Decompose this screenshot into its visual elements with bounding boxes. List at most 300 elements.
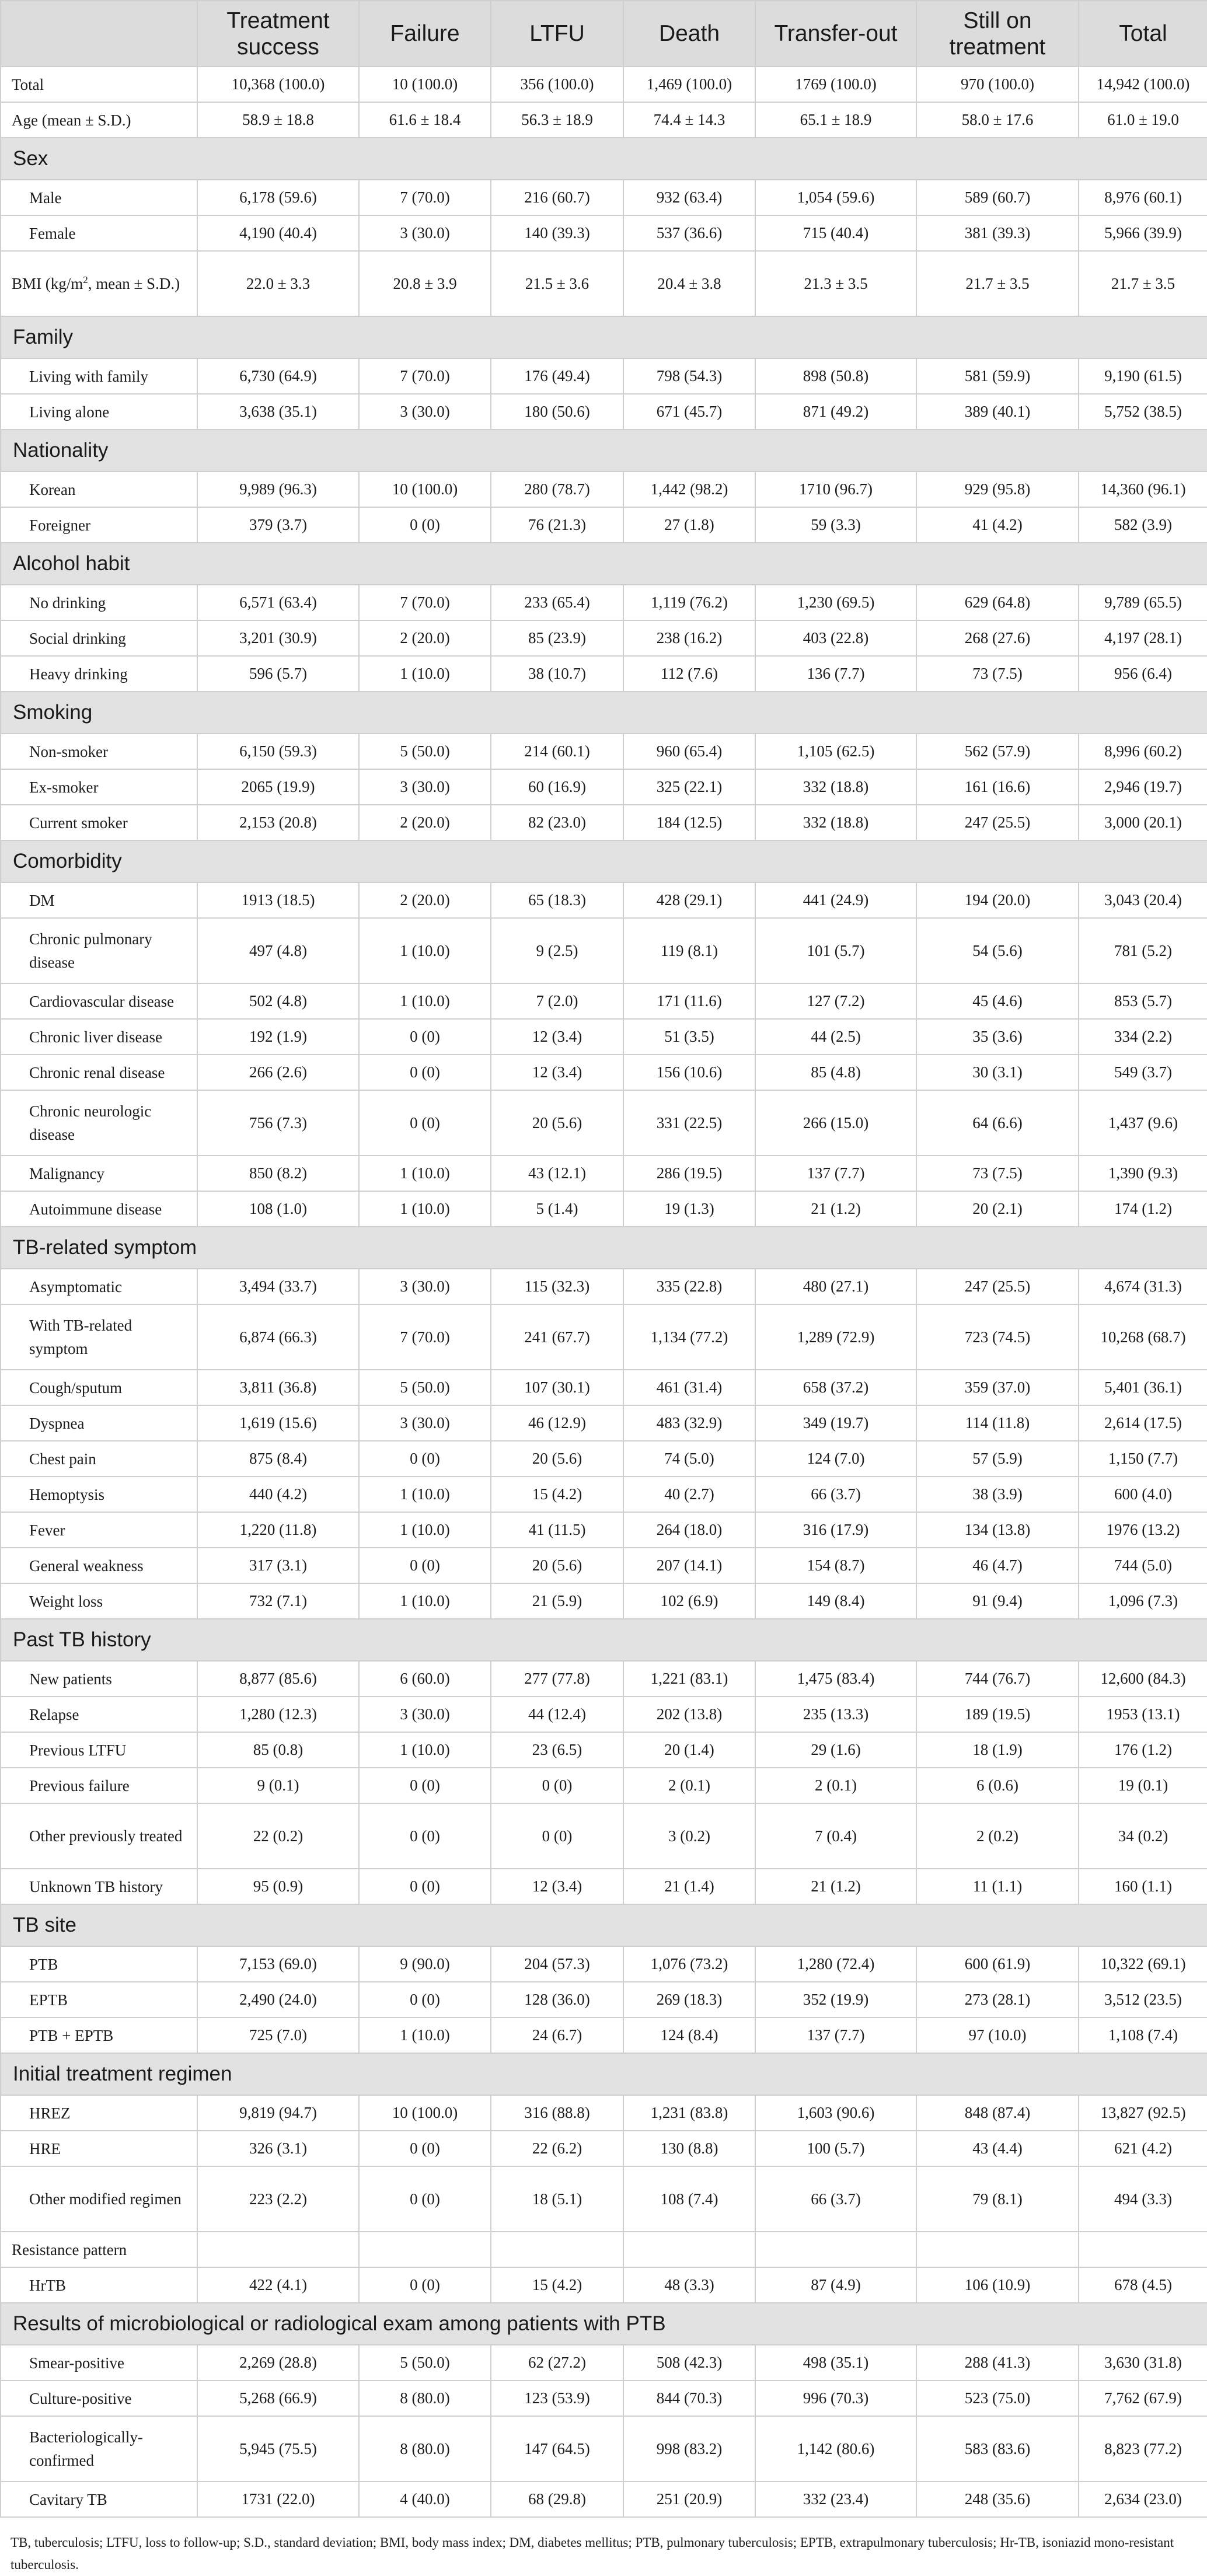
- table-cell: 247 (25.5): [916, 1269, 1079, 1304]
- table-cell: 461 (31.4): [623, 1370, 755, 1405]
- table-cell: 107 (30.1): [491, 1370, 623, 1405]
- table-cell: 1,280 (72.4): [755, 1946, 916, 1982]
- table-row: [1, 1869, 1207, 1904]
- table-cell: 8 (80.0): [359, 2416, 491, 2481]
- table-row: [1, 983, 1207, 1019]
- table-cell: 3 (30.0): [359, 1269, 491, 1304]
- table-cell: [1079, 2232, 1207, 2267]
- table-cell: 74 (5.0): [623, 1441, 755, 1477]
- row-label: Living alone: [1, 394, 197, 430]
- table-row: [1, 918, 1207, 983]
- table-cell: 171 (11.6): [623, 983, 755, 1019]
- table-cell: 46 (12.9): [491, 1405, 623, 1441]
- table-cell: 106 (10.9): [916, 2267, 1079, 2303]
- table-row: [1, 1019, 1207, 1055]
- table-cell: 335 (22.8): [623, 1269, 755, 1304]
- table-cell: 349 (19.7): [755, 1405, 916, 1441]
- row-label: Autoimmune disease: [1, 1191, 197, 1227]
- row-label: Ex-smoker: [1, 769, 197, 805]
- table-cell: 389 (40.1): [916, 394, 1079, 430]
- row-label: Cavitary TB: [1, 2481, 197, 2517]
- table-cell: 127 (7.2): [755, 983, 916, 1019]
- row-label: Heavy drinking: [1, 656, 197, 692]
- table-cell: 1,231 (83.8): [623, 2095, 755, 2131]
- table-cell: 480 (27.1): [755, 1269, 916, 1304]
- table-cell: 2,634 (23.0): [1079, 2481, 1207, 2517]
- table-cell: 582 (3.9): [1079, 507, 1207, 543]
- row-label: Living with family: [1, 358, 197, 394]
- table-cell: 58.0 ± 17.6: [916, 102, 1079, 138]
- table-cell: 180 (50.6): [491, 394, 623, 430]
- table-cell: 332 (18.8): [755, 769, 916, 805]
- table-cell: 600 (61.9): [916, 1946, 1079, 1982]
- row-label: Chronic liver disease: [1, 1019, 197, 1055]
- row-label: New patients: [1, 1661, 197, 1697]
- table-row: [1, 2345, 1207, 2380]
- table-cell: 497 (4.8): [197, 918, 359, 983]
- table-cell: 59 (3.3): [755, 507, 916, 543]
- table-cell: 23 (6.5): [491, 1732, 623, 1768]
- table-cell: 102 (6.9): [623, 1583, 755, 1619]
- table-cell: 7,153 (69.0): [197, 1946, 359, 1982]
- row-label: Chronic renal disease: [1, 1055, 197, 1090]
- table-cell: 176 (1.2): [1079, 1732, 1207, 1768]
- table-cell: 20 (5.6): [491, 1548, 623, 1583]
- table-cell: 136 (7.7): [755, 656, 916, 692]
- table-cell: 21 (1.4): [623, 1869, 755, 1904]
- header-still-on-treatment: Still on treatment: [916, 1, 1079, 67]
- table-cell: 325 (22.1): [623, 769, 755, 805]
- row-label: Social drinking: [1, 620, 197, 656]
- table-cell: 248 (35.6): [916, 2481, 1079, 2517]
- table-cell: 5,752 (38.5): [1079, 394, 1207, 430]
- table-cell: 76 (21.3): [491, 507, 623, 543]
- table-cell: 233 (65.4): [491, 585, 623, 620]
- section-header-row: [1, 840, 1207, 882]
- table-cell: 9,989 (96.3): [197, 472, 359, 507]
- table-cell: 1,134 (77.2): [623, 1304, 755, 1370]
- table-cell: 956 (6.4): [1079, 656, 1207, 692]
- table-cell: 1976 (13.2): [1079, 1512, 1207, 1548]
- table-cell: 58.9 ± 18.8: [197, 102, 359, 138]
- table-cell: 1 (10.0): [359, 656, 491, 692]
- row-label: General weakness: [1, 1548, 197, 1583]
- table-cell: 207 (14.1): [623, 1548, 755, 1583]
- table-cell: 7 (70.0): [359, 585, 491, 620]
- table-cell: 0 (0): [359, 1019, 491, 1055]
- table-cell: 41 (11.5): [491, 1512, 623, 1548]
- table-cell: 5 (50.0): [359, 1370, 491, 1405]
- table-cell: 0 (0): [359, 2166, 491, 2232]
- table-cell: 10 (100.0): [359, 472, 491, 507]
- section-title: Smoking: [1, 692, 1207, 734]
- table-cell: 2 (20.0): [359, 620, 491, 656]
- table-cell: 10,368 (100.0): [197, 67, 359, 102]
- table-cell: 326 (3.1): [197, 2131, 359, 2166]
- table-cell: 7 (2.0): [491, 983, 623, 1019]
- table-cell: 20 (5.6): [491, 1441, 623, 1477]
- table-cell: 74.4 ± 14.3: [623, 102, 755, 138]
- table-cell: 13,827 (92.5): [1079, 2095, 1207, 2131]
- table-cell: 61.6 ± 18.4: [359, 102, 491, 138]
- row-label: Other modified regimen: [1, 2166, 197, 2232]
- table-cell: 66 (3.7): [755, 1477, 916, 1512]
- table-row: [1, 1732, 1207, 1768]
- section-header-row: [1, 1619, 1207, 1661]
- table-cell: 21.3 ± 3.5: [755, 251, 916, 316]
- table-cell: 1,108 (7.4): [1079, 2017, 1207, 2053]
- table-cell: 85 (4.8): [755, 1055, 916, 1090]
- table-cell: 12 (3.4): [491, 1055, 623, 1090]
- table-cell: 3 (30.0): [359, 394, 491, 430]
- table-footnote: TB, tuberculosis; LTFU, loss to follow-up; S.D., standard deviation; BMI, body mass index; DM, diabetes mellitus; PTB, pulmonary tuberculosis; EPTB, extrapulmonary tuberculosis; Hr-TB, isoniazid mono-resistant tuberculosis.: [11, 2535, 1174, 2572]
- table-cell: 123 (53.9): [491, 2380, 623, 2416]
- table-body: [1, 67, 1207, 2517]
- row-label: Chest pain: [1, 1441, 197, 1477]
- table-cell: 223 (2.2): [197, 2166, 359, 2232]
- table-cell: 174 (1.2): [1079, 1191, 1207, 1227]
- table-cell: 583 (83.6): [916, 2416, 1079, 2481]
- table-cell: 8 (80.0): [359, 2380, 491, 2416]
- table-cell: 7 (70.0): [359, 1304, 491, 1370]
- table-row: [1, 1370, 1207, 1405]
- table-row: [1, 1477, 1207, 1512]
- table-cell: 22 (6.2): [491, 2131, 623, 2166]
- row-label: [1, 251, 197, 316]
- row-label: PTB + EPTB: [1, 2017, 197, 2053]
- row-label: Male: [1, 180, 197, 215]
- table-cell: 1 (10.0): [359, 1477, 491, 1512]
- table-cell: 2,153 (20.8): [197, 805, 359, 840]
- table-cell: 8,877 (85.6): [197, 1661, 359, 1697]
- table-cell: 3,512 (23.5): [1079, 1982, 1207, 2017]
- table-cell: 273 (28.1): [916, 1982, 1079, 2017]
- table-cell: 0 (0): [359, 2131, 491, 2166]
- table-cell: 38 (3.9): [916, 1477, 1079, 1512]
- table-cell: 14,360 (96.1): [1079, 472, 1207, 507]
- table-cell: 6,730 (64.9): [197, 358, 359, 394]
- table-cell: 0 (0): [359, 507, 491, 543]
- table-row: [1, 1090, 1207, 1156]
- table-cell: 359 (37.0): [916, 1370, 1079, 1405]
- table-cell: 20 (5.6): [491, 1090, 623, 1156]
- table-cell: 51 (3.5): [623, 1019, 755, 1055]
- table-cell: 1 (10.0): [359, 918, 491, 983]
- table-cell: 6,178 (59.6): [197, 180, 359, 215]
- table-cell: 1 (10.0): [359, 2017, 491, 2053]
- table-cell: 0 (0): [491, 1803, 623, 1869]
- table-cell: 1769 (100.0): [755, 67, 916, 102]
- table-cell: 8,823 (77.2): [1079, 2416, 1207, 2481]
- table-cell: 41 (4.2): [916, 507, 1079, 543]
- row-label: Relapse: [1, 1697, 197, 1732]
- table-cell: 441 (24.9): [755, 882, 916, 918]
- table-row: [1, 882, 1207, 918]
- table-row: [1, 2166, 1207, 2232]
- table-row: [1, 102, 1207, 138]
- table-cell: 9,819 (94.7): [197, 2095, 359, 2131]
- row-label: Previous failure: [1, 1768, 197, 1803]
- table-cell: 20 (1.4): [623, 1732, 755, 1768]
- row-label: HRE: [1, 2131, 197, 2166]
- table-cell: 194 (20.0): [916, 882, 1079, 918]
- table-cell: 1,280 (12.3): [197, 1697, 359, 1732]
- table-cell: 87 (4.9): [755, 2267, 916, 2303]
- table-cell: 44 (12.4): [491, 1697, 623, 1732]
- table-cell: 1,054 (59.6): [755, 180, 916, 215]
- table-cell: 1,619 (15.6): [197, 1405, 359, 1441]
- table-cell: 1,096 (7.3): [1079, 1583, 1207, 1619]
- table-cell: 43 (12.1): [491, 1156, 623, 1191]
- table-cell: 316 (17.9): [755, 1512, 916, 1548]
- table-cell: 137 (7.7): [755, 2017, 916, 2053]
- table-cell: 216 (60.7): [491, 180, 623, 215]
- table-row: [1, 585, 1207, 620]
- table-cell: 1 (10.0): [359, 1583, 491, 1619]
- section-title: TB-related symptom: [1, 1227, 1207, 1269]
- table-row: [1, 1548, 1207, 1583]
- section-header-row: [1, 2053, 1207, 2095]
- table-cell: 62 (27.2): [491, 2345, 623, 2380]
- table-cell: 9,789 (65.5): [1079, 585, 1207, 620]
- table-cell: 5 (1.4): [491, 1191, 623, 1227]
- row-label: Cough/sputum: [1, 1370, 197, 1405]
- row-label: Foreigner: [1, 507, 197, 543]
- table-cell: 241 (67.7): [491, 1304, 623, 1370]
- table-cell: 5,401 (36.1): [1079, 1370, 1207, 1405]
- row-label-superscript: 2: [83, 274, 88, 285]
- table-cell: 723 (74.5): [916, 1304, 1079, 1370]
- table-header: [1, 1, 1207, 67]
- table-cell: 589 (60.7): [916, 180, 1079, 215]
- section-header-row: [1, 316, 1207, 358]
- table-cell: 658 (37.2): [755, 1370, 916, 1405]
- table-cell: 21.7 ± 3.5: [1079, 251, 1207, 316]
- table-cell: 108 (7.4): [623, 2166, 755, 2232]
- table-cell: 9 (0.1): [197, 1768, 359, 1803]
- table-cell: 1,076 (73.2): [623, 1946, 755, 1982]
- table-cell: 3,638 (35.1): [197, 394, 359, 430]
- table-cell: 35 (3.6): [916, 1019, 1079, 1055]
- table-cell: 2,614 (17.5): [1079, 1405, 1207, 1441]
- table-cell: 24 (6.7): [491, 2017, 623, 2053]
- table-row: [1, 358, 1207, 394]
- table-cell: 381 (39.3): [916, 215, 1079, 251]
- table-cell: 57 (5.9): [916, 1441, 1079, 1477]
- table-cell: 875 (8.4): [197, 1441, 359, 1477]
- table-cell: 0 (0): [359, 1441, 491, 1477]
- table-cell: 562 (57.9): [916, 734, 1079, 769]
- table-cell: 134 (13.8): [916, 1512, 1079, 1548]
- table-row: [1, 2131, 1207, 2166]
- row-label: Fever: [1, 1512, 197, 1548]
- table-cell: 2 (20.0): [359, 882, 491, 918]
- table-row: [1, 1512, 1207, 1548]
- table-cell: [755, 2232, 916, 2267]
- row-label: Other previously treated: [1, 1803, 197, 1869]
- row-label: Age (mean ± S.D.): [1, 102, 197, 138]
- table-cell: 1,469 (100.0): [623, 67, 755, 102]
- table-cell: 6 (60.0): [359, 1661, 491, 1697]
- table-cell: 91 (9.4): [916, 1583, 1079, 1619]
- table-cell: 898 (50.8): [755, 358, 916, 394]
- table-cell: 286 (19.5): [623, 1156, 755, 1191]
- table-cell: 744 (76.7): [916, 1661, 1079, 1697]
- row-label: Chronic pulmonary disease: [1, 918, 197, 983]
- table-cell: 10 (100.0): [359, 67, 491, 102]
- section-title: Initial treatment regimen: [1, 2053, 1207, 2095]
- table-cell: 235 (13.3): [755, 1697, 916, 1732]
- table-row: [1, 2017, 1207, 2053]
- table-row: [1, 1156, 1207, 1191]
- table-cell: [916, 2232, 1079, 2267]
- table-cell: 156 (10.6): [623, 1055, 755, 1090]
- section-title: Nationality: [1, 430, 1207, 472]
- table-cell: 621 (4.2): [1079, 2131, 1207, 2166]
- table-cell: 40 (2.7): [623, 1477, 755, 1512]
- row-label-text-after: , mean ± S.D.): [88, 275, 180, 292]
- table-cell: 114 (11.8): [916, 1405, 1079, 1441]
- table-cell: 537 (36.6): [623, 215, 755, 251]
- table-cell: 6,571 (63.4): [197, 585, 359, 620]
- table-cell: 149 (8.4): [755, 1583, 916, 1619]
- table-cell: 140 (39.3): [491, 215, 623, 251]
- table-cell: 7 (70.0): [359, 358, 491, 394]
- table-cell: 0 (0): [359, 2267, 491, 2303]
- table-cell: 214 (60.1): [491, 734, 623, 769]
- table-cell: 3 (30.0): [359, 1405, 491, 1441]
- table-cell: 21 (5.9): [491, 1583, 623, 1619]
- table-row: [1, 805, 1207, 840]
- table-cell: 844 (70.3): [623, 2380, 755, 2416]
- table-cell: 8,996 (60.2): [1079, 734, 1207, 769]
- table-cell: 6 (0.6): [916, 1768, 1079, 1803]
- table-cell: 44 (2.5): [755, 1019, 916, 1055]
- row-label: Female: [1, 215, 197, 251]
- table-row: [1, 180, 1207, 215]
- table-cell: 268 (27.6): [916, 620, 1079, 656]
- section-title: Sex: [1, 138, 1207, 180]
- table-cell: 54 (5.6): [916, 918, 1079, 983]
- table-cell: 108 (1.0): [197, 1191, 359, 1227]
- table-cell: 316 (88.8): [491, 2095, 623, 2131]
- table-cell: 440 (4.2): [197, 1477, 359, 1512]
- table-cell: 334 (2.2): [1079, 1019, 1207, 1055]
- table-cell: 204 (57.3): [491, 1946, 623, 1982]
- table-cell: 100 (5.7): [755, 2131, 916, 2166]
- table-cell: 19 (1.3): [623, 1191, 755, 1227]
- table-cell: 600 (4.0): [1079, 1477, 1207, 1512]
- table-cell: 422 (4.1): [197, 2267, 359, 2303]
- table-row: [1, 67, 1207, 102]
- table-cell: 853 (5.7): [1079, 983, 1207, 1019]
- table-row: [1, 394, 1207, 430]
- table-row: [1, 620, 1207, 656]
- table-cell: 332 (23.4): [755, 2481, 916, 2517]
- table-cell: [491, 2232, 623, 2267]
- table-cell: 5,966 (39.9): [1079, 215, 1207, 251]
- table-cell: 189 (19.5): [916, 1697, 1079, 1732]
- table-cell: 871 (49.2): [755, 394, 916, 430]
- row-label: Non-smoker: [1, 734, 197, 769]
- table-cell: 7 (0.4): [755, 1803, 916, 1869]
- table-cell: 46 (4.7): [916, 1548, 1079, 1583]
- table-cell: 38 (10.7): [491, 656, 623, 692]
- table-cell: 124 (7.0): [755, 1441, 916, 1477]
- table-cell: 277 (77.8): [491, 1661, 623, 1697]
- table-cell: 266 (15.0): [755, 1090, 916, 1156]
- table-cell: 0 (0): [359, 1768, 491, 1803]
- section-header-row: [1, 138, 1207, 180]
- table-cell: 1710 (96.7): [755, 472, 916, 507]
- table-cell: 5,268 (66.9): [197, 2380, 359, 2416]
- table-cell: 10,268 (68.7): [1079, 1304, 1207, 1370]
- table-cell: 3,811 (36.8): [197, 1370, 359, 1405]
- table-cell: 850 (8.2): [197, 1156, 359, 1191]
- row-label: Smear-positive: [1, 2345, 197, 2380]
- row-label: EPTB: [1, 1982, 197, 2017]
- table-row: [1, 1191, 1207, 1227]
- section-header-row: [1, 2303, 1207, 2345]
- table-cell: 22 (0.2): [197, 1803, 359, 1869]
- table-row: [1, 2380, 1207, 2416]
- table-cell: 21 (1.2): [755, 1869, 916, 1904]
- table-cell: 2,946 (19.7): [1079, 769, 1207, 805]
- table-cell: 5 (50.0): [359, 2345, 491, 2380]
- section-title: Comorbidity: [1, 840, 1207, 882]
- table-cell: 20.4 ± 3.8: [623, 251, 755, 316]
- table-cell: 19 (0.1): [1079, 1768, 1207, 1803]
- table-row: [1, 734, 1207, 769]
- table-cell: 2 (20.0): [359, 805, 491, 840]
- table-cell: 798 (54.3): [623, 358, 755, 394]
- table-cell: 9,190 (61.5): [1079, 358, 1207, 394]
- table-cell: 732 (7.1): [197, 1583, 359, 1619]
- table-row: [1, 2232, 1207, 2267]
- table-cell: 678 (4.5): [1079, 2267, 1207, 2303]
- table-cell: 85 (23.9): [491, 620, 623, 656]
- section-header-row: [1, 1227, 1207, 1269]
- table-cell: 119 (8.1): [623, 918, 755, 983]
- table-cell: 960 (65.4): [623, 734, 755, 769]
- table-cell: 0 (0): [359, 1869, 491, 1904]
- table-cell: 137 (7.7): [755, 1156, 916, 1191]
- table-row: [1, 1583, 1207, 1619]
- table-cell: 0 (0): [359, 1055, 491, 1090]
- table-cell: 932 (63.4): [623, 180, 755, 215]
- table-row: [1, 1441, 1207, 1477]
- table-cell: 115 (32.3): [491, 1269, 623, 1304]
- table-cell: 0 (0): [359, 1803, 491, 1869]
- row-label: Previous LTFU: [1, 1732, 197, 1768]
- table-cell: 3 (30.0): [359, 1697, 491, 1732]
- table-cell: 929 (95.8): [916, 472, 1079, 507]
- table-cell: 629 (64.8): [916, 585, 1079, 620]
- table-cell: [197, 2232, 359, 2267]
- row-label: Cardiovascular disease: [1, 983, 197, 1019]
- table-cell: 2 (0.1): [623, 1768, 755, 1803]
- table-cell: 64 (6.6): [916, 1090, 1079, 1156]
- table-cell: 3 (30.0): [359, 215, 491, 251]
- table-cell: 192 (1.9): [197, 1019, 359, 1055]
- row-label: With TB-related symptom: [1, 1304, 197, 1370]
- table-cell: 356 (100.0): [491, 67, 623, 102]
- table-cell: 43 (4.4): [916, 2131, 1079, 2166]
- table-cell: 266 (2.6): [197, 1055, 359, 1090]
- table-cell: 6,874 (66.3): [197, 1304, 359, 1370]
- table-cell: 428 (29.1): [623, 882, 755, 918]
- section-title: Past TB history: [1, 1619, 1207, 1661]
